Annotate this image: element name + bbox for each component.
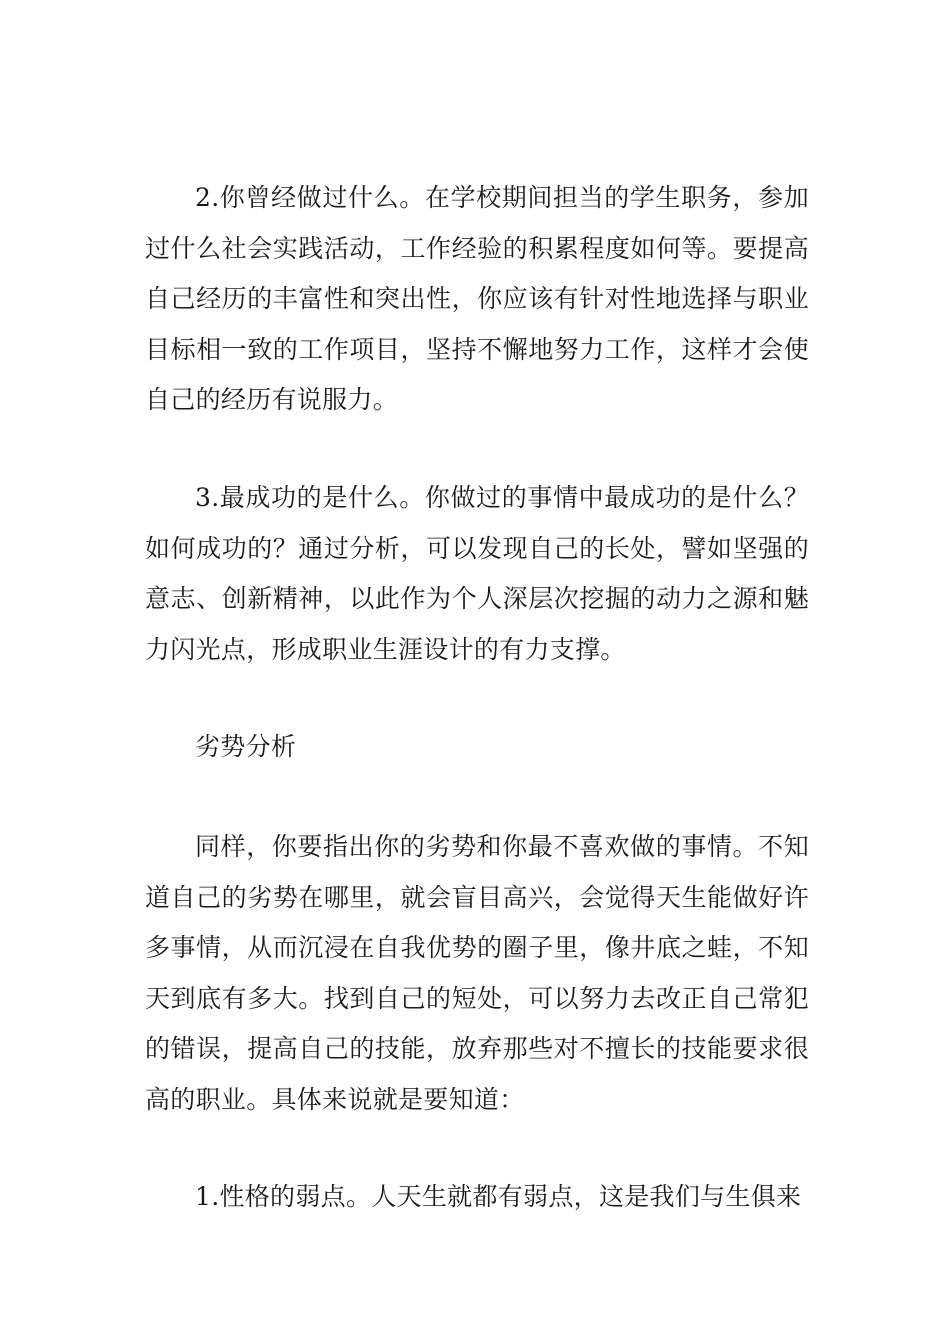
paragraph-greatest-success: 3.最成功的是什么。你做过的事情中最成功的是什么？如何成功的？通过分析，可以发现自己的长处，譬如坚强的意志、创新精神，以此作为个人深层次挖掘的动力之源和魅力闪光点，形成职业生涯设计的有力支撑。 — [145, 483, 809, 664]
paragraph-personality-weakness: 1.性格的弱点。人天生就都有弱点，这是我们与生俱来 — [195, 1182, 802, 1211]
section-heading-weakness-analysis: 劣势分析 — [195, 732, 297, 761]
paragraph-past-experience: 2.你曾经做过什么。在学校期间担当的学生职务，参加过什么社会实践活动，工作经验的积累程度如何等。要提高自己经历的丰富性和突出性，你应该有针对性地选择与职业目标相一致的工作项目，坚持不懈地努力工作，这样才会使自己的经历有说服力。 — [145, 183, 809, 414]
paragraph-weakness-intro: 同样，你要指出你的劣势和你最不喜欢做的事情。不知道自己的劣势在哪里，就会盲目高兴，会觉得天生能做好许多事情，从而沉浸在自我优势的圈子里，像井底之蛙，不知天到底有多大。找到自己的短处，可以努力去改正自己常犯的错误，提高自己的技能，放弃那些对不擅长的技能要求很高的职业。具体来说就是要知道： — [145, 832, 809, 1114]
